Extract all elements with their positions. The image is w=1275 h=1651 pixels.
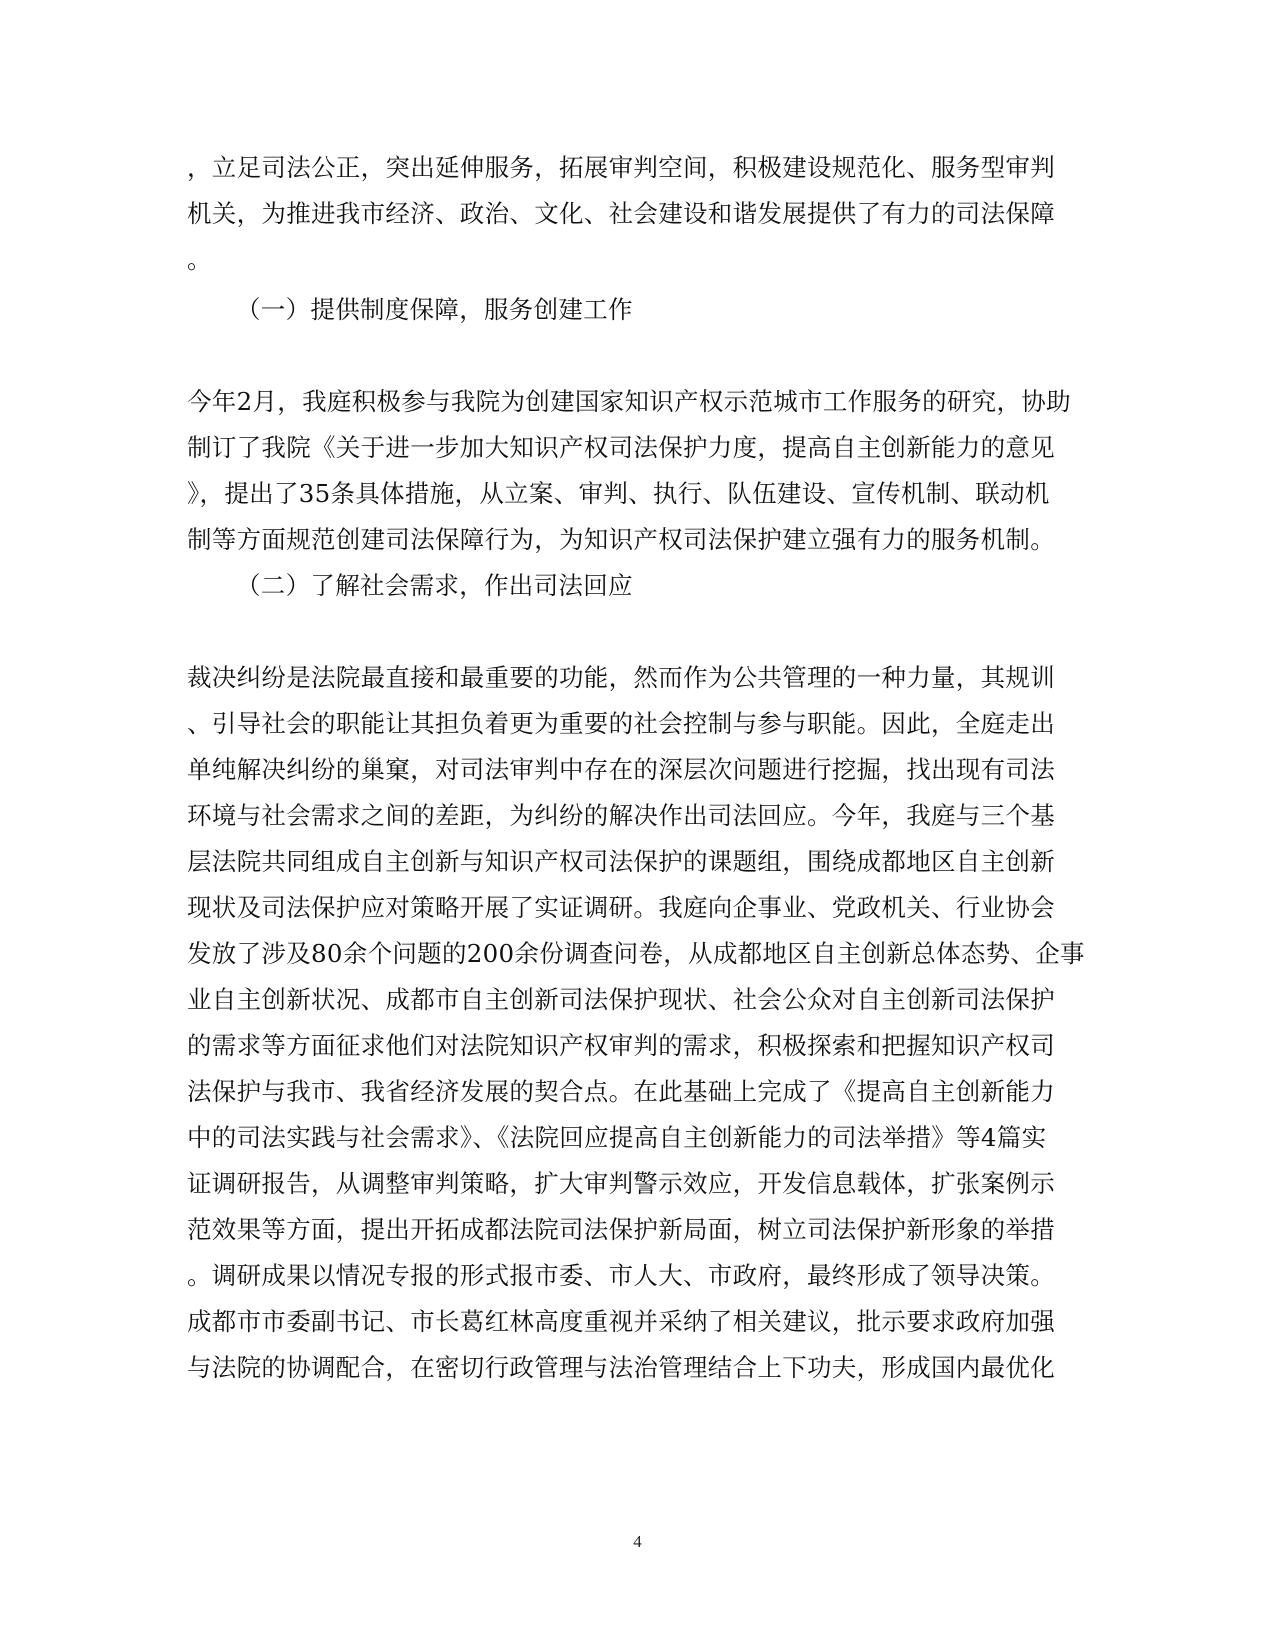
section-heading-2: （二）了解社会需求，作出司法回应 bbox=[236, 571, 633, 600]
body-text-line: 。 bbox=[187, 245, 212, 274]
body-text-line: 范效果等方面，提出开拓成都法院司法保护新局面，树立司法保护新形象的举措 bbox=[187, 1215, 1055, 1244]
body-text-line: 今年2月，我庭积极参与我院为创建国家知识产权示范城市工作服务的研究，协助 bbox=[187, 387, 1071, 416]
body-text-line: 与法院的协调配合，在密切行政管理与法治管理结合上下功夫，形成国内最优化 bbox=[187, 1353, 1055, 1382]
body-text-line: 证调研报告，从调整审判策略，扩大审判警示效应，开发信息载体，扩张案例示 bbox=[187, 1169, 1055, 1198]
body-text-line: 业自主创新状况、成都市自主创新司法保护现状、社会公众对自主创新司法保护 bbox=[187, 985, 1055, 1014]
body-text-line: 机关，为推进我市经济、政治、文化、社会建设和谐发展提供了有力的司法保障 bbox=[187, 199, 1055, 228]
body-text-line: 的需求等方面征求他们对法院知识产权审判的需求，积极探索和把握知识产权司 bbox=[187, 1031, 1055, 1060]
body-text-line: 成都市市委副书记、市长葛红林高度重视并采纳了相关建议，批示要求政府加强 bbox=[187, 1307, 1055, 1336]
body-text-line: ，立足司法公正，突出延伸服务，拓展审判空间，积极建设规范化、服务型审判 bbox=[187, 153, 1055, 182]
body-text-line: 制等方面规范创建司法保障行为，为知识产权司法保护建立强有力的服务机制。 bbox=[187, 525, 1055, 554]
body-text-line: 》，提出了35条具体措施，从立案、审判、执行、队伍建设、宣传机制、联动机 bbox=[187, 479, 1050, 508]
body-text-line: 、引导社会的职能让其担负着更为重要的社会控制与参与职能。因此，全庭走出 bbox=[187, 709, 1055, 738]
body-text-line: 法保护与我市、我省经济发展的契合点。在此基础上完成了《提高自主创新能力 bbox=[187, 1077, 1055, 1106]
body-text-line: 现状及司法保护应对策略开展了实证调研。我庭向企事业、党政机关、行业协会 bbox=[187, 893, 1055, 922]
body-text-line: 裁决纠纷是法院最直接和最重要的功能，然而作为公共管理的一种力量，其规训 bbox=[187, 663, 1055, 692]
body-text-line: 单纯解决纠纷的巢窠，对司法审判中存在的深层次问题进行挖掘，找出现有司法 bbox=[187, 755, 1055, 784]
body-text-line: 。调研成果以情况专报的形式报市委、市人大、市政府，最终形成了领导决策。 bbox=[187, 1261, 1055, 1290]
page-number: 4 bbox=[633, 1532, 642, 1551]
body-text-line: 层法院共同组成自主创新与知识产权司法保护的课题组，围绕成都地区自主创新 bbox=[187, 847, 1055, 876]
section-heading-1: （一）提供制度保障，服务创建工作 bbox=[236, 295, 633, 324]
body-text-line: 中的司法实践与社会需求》、《法院回应提高自主创新能力的司法举措》等4篇实 bbox=[187, 1123, 1047, 1152]
body-text-line: 发放了涉及80余个问题的200余份调查问卷，从成都地区自主创新总体态势、企事 bbox=[187, 939, 1085, 968]
body-text-line: 制订了我院《关于进一步加大知识产权司法保护力度，提高自主创新能力的意见 bbox=[187, 433, 1055, 462]
body-text-line: 环境与社会需求之间的差距，为纠纷的解决作出司法回应。今年，我庭与三个基 bbox=[187, 801, 1055, 830]
